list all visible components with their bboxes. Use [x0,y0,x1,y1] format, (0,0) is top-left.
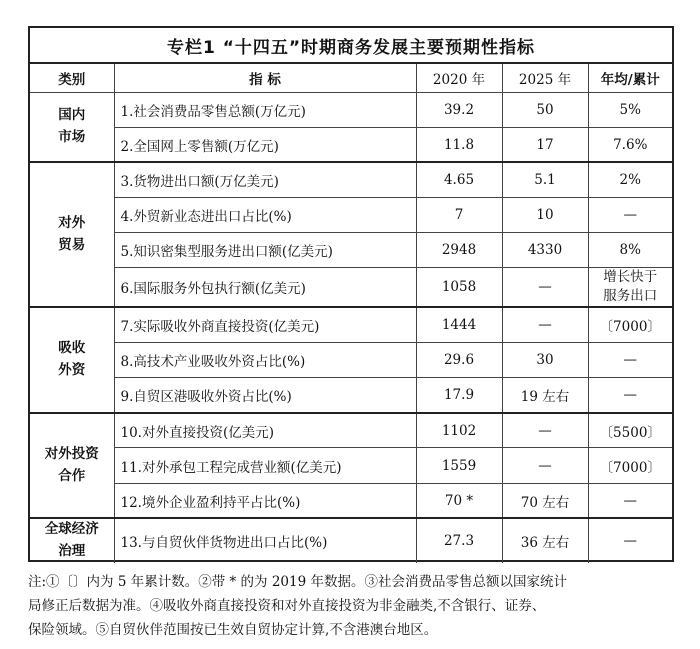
value-avg: — [588,483,672,518]
value-2020: 1058 [416,268,502,307]
indicator-name: 5.知识密集型服务进出口额(亿美元) [114,233,416,268]
category-cell [30,413,114,519]
category-cell [30,162,114,307]
table-row [30,448,672,483]
indicator-name: 7.实际吸收外商直接投资(亿美元) [114,307,416,342]
table-title: 专栏1 “十四五”时期商务发展主要预期性指标 [166,37,536,58]
header-category: 类别 [30,63,114,92]
value-avg: — [588,198,672,233]
table-row [30,342,672,377]
value-2020: 7 [416,198,502,233]
table-row [30,198,672,233]
indicator-table [30,62,672,563]
value-2020: 39.2 [416,92,502,127]
indicator-name: 9.自贸区港吸收外资占比(%) [114,378,416,413]
value-2025: — [502,448,588,483]
value-avg-line: 服务出口 [603,288,658,305]
value-avg: — [588,378,672,413]
footnote-line: 保险领域。⑤自贸伙伴范围按已生效自贸协定计算,不含港澳台地区。 [28,622,438,638]
header-2020: 2020 年 [416,63,502,92]
indicator-name: 3.货物进出口额(万亿美元) [114,162,416,197]
indicator-name: 13.与自贸伙伴货物进出口占比(%) [114,518,416,562]
table-row [30,307,672,342]
table-row [30,413,672,448]
value-2020: 2948 [416,233,502,268]
category-label: 贸易 [58,236,86,253]
value-2020: 1444 [416,307,502,342]
value-2025: 70 左右 [502,483,588,518]
value-2020: 1102 [416,413,502,448]
value-avg: — [588,518,672,562]
footnote-line: 注:①〔〕内为 5 年累计数。②带 * 的为 2019 年数据。③社会消费品零售总额以国家统计 [28,574,567,590]
footnote-line: 局修正后数据为准。④吸收外商直接投资和对外直接投资为非金融类,不含银行、证券、 [28,598,546,614]
value-2020: 11.8 [416,127,502,162]
value-2020: 1559 [416,448,502,483]
category-cell [30,307,114,413]
table-row [30,162,672,197]
value-avg: 2% [588,162,672,197]
indicator-name: 6.国际服务外包执行额(亿美元) [114,268,416,307]
indicator-name: 8.高技术产业吸收外资占比(%) [114,342,416,377]
footnotes [28,570,674,642]
value-2025: 30 [502,342,588,377]
category-label: 外资 [58,362,86,378]
indicator-name: 4.外贸新业态进出口占比(%) [114,198,416,233]
value-2020: 29.6 [416,342,502,377]
category-label: 市场 [58,128,86,145]
category-label: 合作 [58,467,86,484]
indicator-name: 11.对外承包工程完成营业额(亿美元) [114,448,416,483]
indicator-name: 10.对外直接投资(亿美元) [114,413,416,448]
category-label: 治理 [58,542,86,559]
category-label: 全球经济 [44,521,99,538]
category-label: 对外 [58,215,86,232]
value-2020: 70 * [416,483,502,518]
table-row [30,518,672,562]
value-2025: 19 左右 [502,378,588,413]
table-row [30,92,672,127]
value-2025: — [502,268,588,307]
value-avg: 〔7000〕 [588,448,672,483]
value-2020: 4.65 [416,162,502,197]
value-2025: 4330 [502,233,588,268]
table-row [30,483,672,518]
value-avg: 7.6% [588,127,672,162]
value-2020: 27.3 [416,518,502,562]
value-2025: 10 [502,198,588,233]
indicator-name: 12.境外企业盈利持平占比(%) [114,483,416,518]
value-avg: 8% [588,233,672,268]
header-row [30,63,672,92]
indicator-name: 2.全国网上零售额(万亿元) [114,127,416,162]
value-2025: 50 [502,92,588,127]
value-avg: 〔7000〕 [588,307,672,342]
table-row [30,268,672,307]
table-row [30,127,672,162]
value-2025: 36 左右 [502,518,588,562]
value-2025: 17 [502,127,588,162]
value-2025: — [502,413,588,448]
table-row [30,378,672,413]
value-2025: — [502,307,588,342]
value-avg-line: 增长快于 [603,269,658,286]
header-2025: 2025 年 [502,63,588,92]
table-frame [28,26,674,562]
value-avg: 5% [588,92,672,127]
header-indicator: 指 标 [114,63,416,92]
value-2020: 17.9 [416,378,502,413]
category-label: 对外投资 [44,445,99,462]
value-avg [588,268,672,307]
value-2025: 5.1 [502,162,588,197]
value-avg: 〔5500〕 [588,413,672,448]
category-cell [30,518,114,562]
indicator-name: 1.社会消费品零售总额(万亿元) [114,92,416,127]
value-avg: — [588,342,672,377]
category-label: 国内 [58,107,86,124]
category-label: 吸收 [58,340,86,357]
table-row [30,233,672,268]
category-cell [30,92,114,162]
header-avg: 年均/累计 [588,63,672,92]
